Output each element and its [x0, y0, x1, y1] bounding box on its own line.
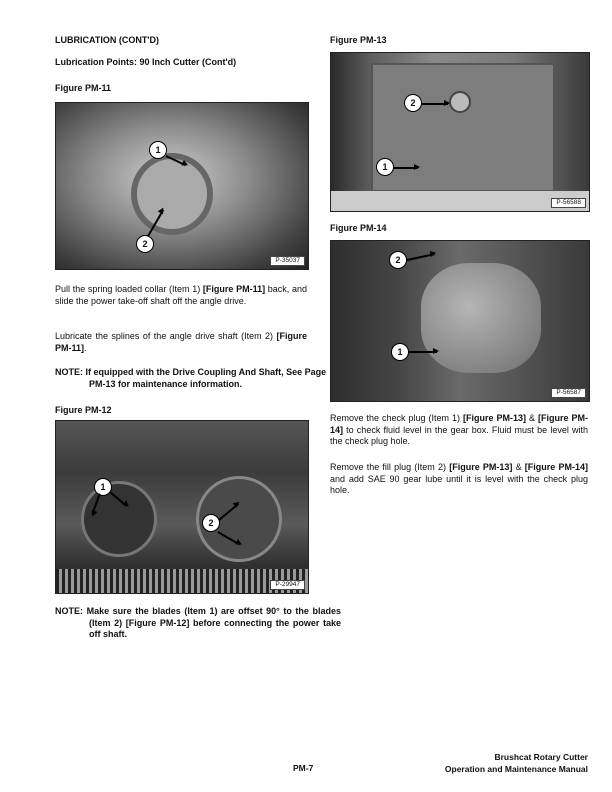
- photo-number: P-56588: [551, 198, 586, 208]
- photo-number: P-29947: [270, 580, 305, 590]
- callout-1: 1: [391, 343, 409, 361]
- figure-pm-13-photo: [330, 52, 590, 212]
- figure-ref[interactable]: [Figure PM-14]: [330, 413, 588, 435]
- figure-pm-11-photo: [55, 102, 309, 270]
- section-heading: LUBRICATION (CONT'D): [55, 35, 159, 45]
- collar-shape: [131, 153, 213, 235]
- figure-pm-11-caption: Figure PM-11: [55, 83, 112, 93]
- page-number: PM-7: [293, 763, 314, 773]
- figure-ref[interactable]: [Figure PM-11]: [55, 331, 307, 353]
- fill-plug: [449, 91, 471, 113]
- figure-ref[interactable]: [Figure PM-13]: [463, 413, 526, 423]
- callout-2: 2: [202, 514, 220, 532]
- figure-pm-13-caption: Figure PM-13: [330, 35, 387, 45]
- figure-ref[interactable]: [Figure PM-14]: [524, 462, 588, 472]
- note-drive-coupling: NOTE: If equipped with the Drive Coupling And Shaft, See Page PM-13 for maintenance information.: [55, 367, 327, 389]
- footer-title-line2: Operation and Maintenance Manual: [444, 763, 588, 774]
- callout-2: 2: [136, 235, 154, 253]
- subheading: Lubrication Points: 90 Inch Cutter (Cont'd): [55, 57, 237, 67]
- photo-number: P-56587: [551, 388, 586, 398]
- note-blade-offset: NOTE: Make sure the blades (Item 1) are offset 90° to the blades (Item 2) [Figure PM-12] before connecting the power take off shaft.: [55, 606, 341, 640]
- footer-title-line1: Brushcat Rotary Cutter: [494, 752, 588, 762]
- callout-1: 1: [94, 478, 112, 496]
- gearbox-shape: [371, 63, 555, 192]
- paragraph-lubricate-splines: Lubricate the splines of the angle drive shaft (Item 2) [Figure PM-11].: [55, 331, 307, 353]
- callout-arrow: [409, 351, 437, 353]
- callout-arrow: [407, 253, 435, 260]
- paragraph-pull-collar: Pull the spring loaded collar (Item 1) [Figure PM-11] back, and slide the power take-off shaft off the angle drive.: [55, 284, 307, 306]
- figure-pm-14-caption: Figure PM-14: [330, 223, 387, 233]
- gearbox-shape: [421, 263, 541, 373]
- figure-pm-12-caption: Figure PM-12: [55, 405, 112, 415]
- paragraph-check-plug: Remove the check plug (Item 1) [Figure PM-13] & [Figure PM-14] to check fluid level in the gear box. Fluid must be level with the check plug hole.: [330, 413, 588, 447]
- figure-pm-12-photo: [55, 420, 309, 594]
- paragraph-fill-plug: Remove the fill plug (Item 2) [Figure PM-13] & [Figure PM-14] and add SAE 90 gear lube until it is level with the check plug hole.: [330, 462, 588, 496]
- blade-hub-1: [81, 481, 157, 557]
- figure-ref[interactable]: [Figure PM-11]: [202, 284, 266, 294]
- figure-pm-14-photo: [330, 240, 590, 402]
- callout-2: 2: [389, 251, 407, 269]
- callout-arrow: [394, 167, 418, 169]
- callout-1: 1: [376, 158, 394, 176]
- decal-strip: [331, 191, 589, 211]
- callout-1: 1: [149, 141, 167, 159]
- footer-title: [445, 752, 588, 775]
- photo-number: P-35037: [270, 256, 305, 266]
- callout-arrow: [422, 103, 448, 105]
- callout-2: 2: [404, 94, 422, 112]
- figure-ref[interactable]: [Figure PM-13]: [449, 462, 513, 472]
